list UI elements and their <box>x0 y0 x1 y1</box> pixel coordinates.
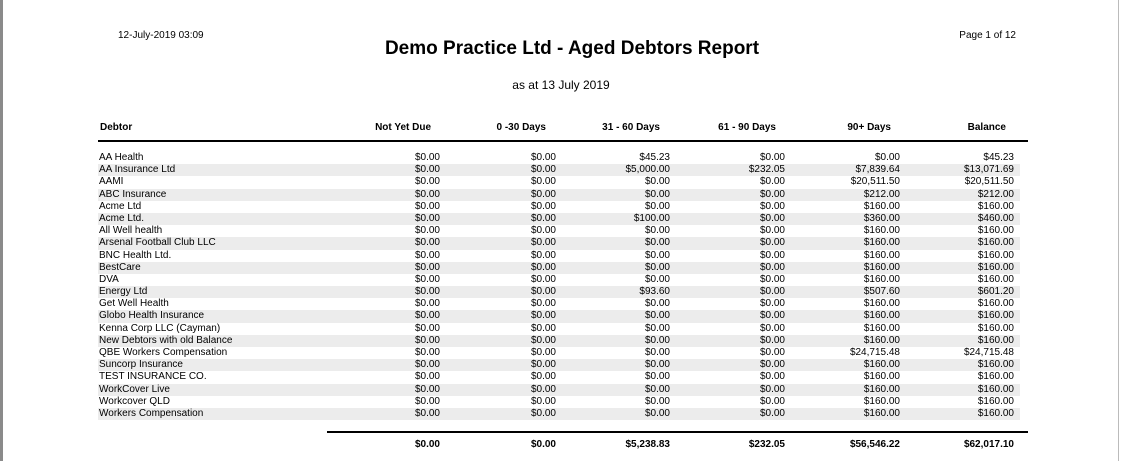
not-yet-due-value: $0.00 <box>414 395 440 407</box>
debtor-name: Acme Ltd <box>99 200 142 212</box>
days-0-30-value: $0.00 <box>530 164 556 176</box>
balance-value: $160.00 <box>977 371 1014 383</box>
balance-value: $160.00 <box>977 407 1014 419</box>
debtor-name: AA Insurance Ltd <box>99 164 176 176</box>
total-61-90-days: $232.05 <box>748 439 785 450</box>
days-90-plus-value: $160.00 <box>863 273 900 285</box>
table-row <box>98 298 1020 310</box>
days-90-plus-value: $160.00 <box>863 407 900 419</box>
days-31-60-value: $0.00 <box>644 347 670 358</box>
balance-value: $45.23 <box>983 152 1014 163</box>
debtor-name: Globo Health Insurance <box>99 310 205 322</box>
balance-value: $160.00 <box>977 298 1014 310</box>
balance-value: $24,715.48 <box>963 347 1014 358</box>
balance-value: $13,071.69 <box>963 164 1014 176</box>
debtor-name: ABC Insurance <box>99 188 167 200</box>
balance-value: $20,511.50 <box>964 176 1014 188</box>
table-row <box>98 152 1020 164</box>
not-yet-due-value: $0.00 <box>414 200 440 212</box>
days-61-90-value: $232.05 <box>748 164 785 176</box>
table-row <box>98 310 1020 322</box>
total-31-60-days: $5,238.83 <box>625 439 670 450</box>
table-row <box>98 189 1020 201</box>
debtor-name: Get Well Health <box>99 298 169 310</box>
days-90-plus-value: $507.60 <box>863 286 900 298</box>
days-31-60-value: $0.00 <box>644 200 670 212</box>
table-row <box>98 359 1020 371</box>
balance-value: $160.00 <box>977 261 1014 273</box>
column-header-0-30-days: 0 -30 Days <box>496 122 546 133</box>
days-90-plus-value: $20,511.50 <box>850 176 900 188</box>
days-31-60-value: $0.00 <box>644 407 670 419</box>
days-61-90-value: $0.00 <box>759 347 785 358</box>
table-row <box>98 176 1020 188</box>
days-0-30-value: $0.00 <box>530 383 556 395</box>
not-yet-due-value: $0.00 <box>414 310 440 322</box>
days-90-plus-value: $7,839.64 <box>855 164 900 176</box>
days-0-30-value: $0.00 <box>530 176 556 188</box>
days-90-plus-value: $160.00 <box>863 200 900 212</box>
days-61-90-value: $0.00 <box>759 322 785 334</box>
days-31-60-value: $0.00 <box>644 395 670 407</box>
debtor-name: AAMI <box>99 176 124 188</box>
days-31-60-value: $0.00 <box>644 322 670 334</box>
days-31-60-value: $5,000.00 <box>625 164 670 176</box>
report-subtitle: as at 13 July 2019 <box>512 78 610 92</box>
not-yet-due-value: $0.00 <box>414 237 440 249</box>
debtor-name: Suncorp Insurance <box>99 359 183 371</box>
days-90-plus-value: $160.00 <box>863 237 900 249</box>
debtor-name: BestCare <box>99 261 141 273</box>
days-0-30-value: $0.00 <box>530 237 556 249</box>
days-31-60-value: $0.00 <box>644 359 670 371</box>
days-90-plus-value: $160.00 <box>863 334 900 346</box>
days-0-30-value: $0.00 <box>530 347 556 358</box>
debtor-name: BNC Health Ltd. <box>99 249 172 261</box>
debtor-name: TEST INSURANCE CO. <box>99 371 207 383</box>
not-yet-due-value: $0.00 <box>414 298 440 310</box>
table-row <box>98 347 1020 359</box>
debtor-name: Arsenal Football Club LLC <box>99 237 216 249</box>
debtor-name: Energy Ltd <box>99 286 148 298</box>
days-0-30-value: $0.00 <box>530 249 556 261</box>
page-number: Page 1 of 12 <box>959 30 1016 41</box>
days-0-30-value: $0.00 <box>530 261 556 273</box>
days-31-60-value: $0.00 <box>644 261 670 273</box>
table-row <box>98 262 1020 274</box>
days-0-30-value: $0.00 <box>530 188 556 200</box>
not-yet-due-value: $0.00 <box>414 152 440 163</box>
table-row <box>98 225 1020 237</box>
days-90-plus-value: $160.00 <box>863 225 900 237</box>
days-31-60-value: $93.60 <box>639 286 670 298</box>
days-31-60-value: $100.00 <box>633 212 670 224</box>
table-row <box>98 164 1020 176</box>
page-edge-right <box>1118 0 1119 461</box>
table-row <box>98 335 1020 347</box>
debtor-name: QBE Workers Compensation <box>99 347 228 358</box>
totals-rule <box>327 431 1028 433</box>
printed-date: 12-July-2019 03:09 <box>118 30 204 41</box>
days-31-60-value: $0.00 <box>644 371 670 383</box>
days-31-60-value: $0.00 <box>644 273 670 285</box>
days-61-90-value: $0.00 <box>759 261 785 273</box>
days-90-plus-value: $160.00 <box>863 359 900 371</box>
balance-value: $460.00 <box>977 212 1014 224</box>
days-31-60-value: $0.00 <box>644 249 670 261</box>
days-31-60-value: $0.00 <box>644 188 670 200</box>
table-row <box>98 274 1020 286</box>
not-yet-due-value: $0.00 <box>414 273 440 285</box>
not-yet-due-value: $0.00 <box>414 286 440 298</box>
days-0-30-value: $0.00 <box>530 225 556 237</box>
days-61-90-value: $0.00 <box>759 371 785 383</box>
days-61-90-value: $0.00 <box>759 249 785 261</box>
days-90-plus-value: $160.00 <box>863 310 900 322</box>
days-31-60-value: $0.00 <box>644 176 670 188</box>
balance-value: $160.00 <box>977 310 1014 322</box>
table-row <box>98 286 1020 298</box>
days-90-plus-value: $160.00 <box>863 383 900 395</box>
not-yet-due-value: $0.00 <box>414 176 440 188</box>
balance-value: $160.00 <box>977 225 1014 237</box>
debtor-rows <box>98 152 1020 420</box>
table-row <box>98 201 1020 213</box>
balance-value: $160.00 <box>977 395 1014 407</box>
not-yet-due-value: $0.00 <box>414 249 440 261</box>
total-balance: $62,017.10 <box>963 439 1014 450</box>
days-31-60-value: $0.00 <box>644 225 670 237</box>
days-90-plus-value: $160.00 <box>863 371 900 383</box>
debtor-name: WorkCover Live <box>99 383 170 395</box>
days-0-30-value: $0.00 <box>530 310 556 322</box>
table-row <box>98 250 1020 262</box>
column-header-balance: Balance <box>967 122 1006 133</box>
balance-value: $212.00 <box>977 188 1014 200</box>
days-0-30-value: $0.00 <box>530 273 556 285</box>
days-0-30-value: $0.00 <box>530 200 556 212</box>
days-90-plus-value: $160.00 <box>863 298 900 310</box>
balance-value: $160.00 <box>977 237 1014 249</box>
days-31-60-value: $0.00 <box>644 383 670 395</box>
not-yet-due-value: $0.00 <box>414 261 440 273</box>
days-90-plus-value: $160.00 <box>863 261 900 273</box>
days-31-60-value: $45.23 <box>639 152 670 163</box>
days-61-90-value: $0.00 <box>759 176 785 188</box>
days-31-60-value: $0.00 <box>644 310 670 322</box>
days-61-90-value: $0.00 <box>759 310 785 322</box>
days-0-30-value: $0.00 <box>530 322 556 334</box>
not-yet-due-value: $0.00 <box>414 322 440 334</box>
days-0-30-value: $0.00 <box>530 407 556 419</box>
balance-value: $160.00 <box>977 200 1014 212</box>
days-0-30-value: $0.00 <box>530 359 556 371</box>
balance-value: $601.20 <box>977 286 1014 298</box>
days-90-plus-value: $160.00 <box>863 322 900 334</box>
balance-value: $160.00 <box>977 334 1014 346</box>
table-row <box>98 384 1020 396</box>
days-0-30-value: $0.00 <box>530 298 556 310</box>
not-yet-due-value: $0.00 <box>414 212 440 224</box>
balance-value: $160.00 <box>977 322 1014 334</box>
days-0-30-value: $0.00 <box>530 212 556 224</box>
column-header-debtor: Debtor <box>100 122 133 133</box>
total-not-yet-due: $0.00 <box>414 439 440 450</box>
days-90-plus-value: $360.00 <box>863 212 900 224</box>
days-61-90-value: $0.00 <box>759 200 785 212</box>
days-61-90-value: $0.00 <box>759 237 785 249</box>
not-yet-due-value: $0.00 <box>414 347 440 358</box>
table-row <box>98 323 1020 335</box>
days-61-90-value: $0.00 <box>759 395 785 407</box>
days-0-30-value: $0.00 <box>530 334 556 346</box>
debtor-name: Workcover QLD <box>99 395 170 407</box>
not-yet-due-value: $0.00 <box>414 334 440 346</box>
column-header-not-yet-due: Not Yet Due <box>375 122 431 133</box>
not-yet-due-value: $0.00 <box>414 383 440 395</box>
not-yet-due-value: $0.00 <box>414 407 440 419</box>
days-31-60-value: $0.00 <box>644 334 670 346</box>
days-90-plus-value: $24,715.48 <box>849 347 900 358</box>
table-row <box>98 237 1020 249</box>
days-61-90-value: $0.00 <box>759 286 785 298</box>
days-0-30-value: $0.00 <box>530 286 556 298</box>
not-yet-due-value: $0.00 <box>414 359 440 371</box>
days-90-plus-value: $0.00 <box>874 152 900 163</box>
balance-value: $160.00 <box>977 383 1014 395</box>
report-title: Demo Practice Ltd - Aged Debtors Report <box>384 38 760 59</box>
balance-value: $160.00 <box>977 249 1014 261</box>
debtor-name: New Debtors with old Balance <box>99 334 233 346</box>
days-61-90-value: $0.00 <box>759 273 785 285</box>
page-edge-left <box>0 0 3 461</box>
debtor-name: All Well health <box>99 225 163 237</box>
days-90-plus-value: $160.00 <box>863 249 900 261</box>
days-0-30-value: $0.00 <box>530 395 556 407</box>
debtor-name: Workers Compensation <box>99 407 204 419</box>
debtor-name: Kenna Corp LLC (Cayman) <box>99 322 221 334</box>
column-header-31-60-days: 31 - 60 Days <box>602 122 660 133</box>
not-yet-due-value: $0.00 <box>414 164 440 176</box>
debtor-name: DVA <box>99 273 119 285</box>
table-row <box>98 396 1020 408</box>
days-61-90-value: $0.00 <box>759 359 785 371</box>
days-0-30-value: $0.00 <box>530 371 556 383</box>
balance-value: $160.00 <box>977 273 1014 285</box>
totals-row <box>98 439 1020 453</box>
total-90-plus-days: $56,546.22 <box>849 439 900 450</box>
not-yet-due-value: $0.00 <box>414 371 440 383</box>
days-61-90-value: $0.00 <box>759 334 785 346</box>
days-61-90-value: $0.00 <box>759 407 785 419</box>
days-0-30-value: $0.00 <box>530 152 556 163</box>
days-31-60-value: $0.00 <box>644 298 670 310</box>
not-yet-due-value: $0.00 <box>414 188 440 200</box>
not-yet-due-value: $0.00 <box>414 225 440 237</box>
column-header-90-plus-days: 90+ Days <box>847 122 891 133</box>
table-row <box>98 371 1020 383</box>
days-61-90-value: $0.00 <box>759 298 785 310</box>
column-header-61-90-days: 61 - 90 Days <box>718 122 776 133</box>
days-61-90-value: $0.00 <box>759 152 785 163</box>
days-61-90-value: $0.00 <box>759 188 785 200</box>
days-90-plus-value: $160.00 <box>863 395 900 407</box>
days-61-90-value: $0.00 <box>759 212 785 224</box>
table-row <box>98 213 1020 225</box>
balance-value: $160.00 <box>977 359 1014 371</box>
days-90-plus-value: $212.00 <box>863 188 900 200</box>
table-row <box>98 408 1020 420</box>
days-61-90-value: $0.00 <box>759 225 785 237</box>
debtor-name: Acme Ltd. <box>99 212 145 224</box>
days-31-60-value: $0.00 <box>644 237 670 249</box>
debtor-name: AA Health <box>99 152 144 163</box>
days-61-90-value: $0.00 <box>759 383 785 395</box>
header-rule <box>98 140 1028 142</box>
total-0-30-days: $0.00 <box>530 439 556 450</box>
